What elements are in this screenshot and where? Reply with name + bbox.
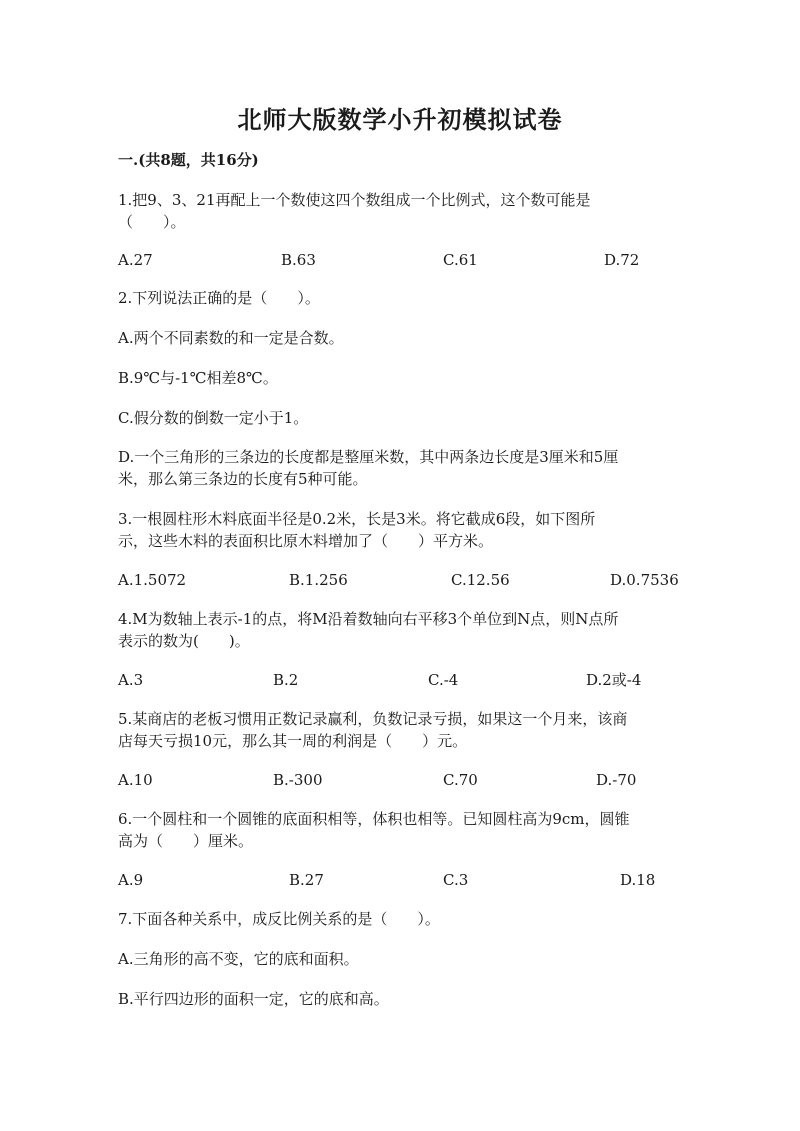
question-7-text: 7.下面各种关系中，成反比例关系的是（ ）。 [118,910,440,928]
question-1-text-line-1: 1.把9、3、21再配上一个数使这四个数组成一个比例式，这个数可能是 [118,191,591,209]
question-2-option-d-line-2: 米，那么第三条边的长度有5种可能。 [118,470,368,488]
question-6-text-line-2: 高为（ ）厘米。 [118,832,254,850]
question-4-option-b: B.2 [273,671,299,689]
question-6-option-a: A.9 [118,871,144,889]
question-4-text-line-2: 表示的数为( )。 [118,632,250,650]
question-5-option-a: A.10 [118,771,153,789]
question-6-text-line-1: 6.一个圆柱和一个圆锥的底面积相等，体积也相等。已知圆柱高为9cm，圆锥 [118,810,630,828]
question-1-text-line-2: （ ）。 [118,213,186,231]
question-1-option-c: C.61 [443,251,478,269]
question-5-option-c: C.70 [443,771,478,789]
question-6-option-d: D.18 [620,871,656,889]
question-1-option-a: A.27 [118,251,153,269]
question-2-option-b: B.9℃与-1℃相差8℃。 [118,369,278,387]
page-title: 北师大版数学小升初模拟试卷 [237,105,563,134]
question-3-option-c: C.12.56 [451,571,510,589]
question-3-option-d: D.0.7536 [610,571,679,589]
question-4-option-c: C.-4 [428,671,459,689]
section-heading: 一.(共8题，共16分) [118,151,259,169]
question-6-option-c: C.3 [443,871,469,889]
question-7-option-b: B.平行四边形的面积一定，它的底和高。 [118,990,389,1008]
question-6-option-b: B.27 [289,871,324,889]
question-3-option-a: A.1.5072 [118,571,187,589]
question-2-text: 2.下列说法正确的是（ ）。 [118,289,320,307]
question-4-option-d: D.2或-4 [586,671,642,689]
question-2-option-d-line-1: D.一个三角形的三条边的长度都是整厘米数，其中两条边长度是3厘米和5厘 [118,448,619,466]
question-4-option-a: A.3 [118,671,144,689]
question-3-option-b: B.1.256 [289,571,348,589]
question-4-text-line-1: 4.M为数轴上表示-1的点，将M沿着数轴向右平移3个单位到N点，则N点所 [118,610,619,628]
question-5-text-line-2: 店每天亏损10元，那么其一周的利润是（ ）元。 [118,732,468,750]
question-5-option-d: D.-70 [596,771,637,789]
question-3-text-line-2: 示，这些木料的表面积比原木料增加了（ ）平方米。 [118,532,494,550]
question-7-option-a: A.三角形的高不变，它的底和面积。 [118,950,359,968]
question-2-option-a: A.两个不同素数的和一定是合数。 [118,329,344,347]
question-5-option-b: B.-300 [273,771,323,789]
question-1-option-d: D.72 [604,251,640,269]
question-2-option-c: C.假分数的倒数一定小于1。 [118,409,309,427]
question-1-option-b: B.63 [281,251,316,269]
question-5-text-line-1: 5.某商店的老板习惯用正数记录赢利，负数记录亏损，如果这一个月来，该商 [118,710,628,728]
question-3-text-line-1: 3.一根圆柱形木料底面半径是0.2米，长是3米。将它截成6段，如下图所 [118,510,596,528]
